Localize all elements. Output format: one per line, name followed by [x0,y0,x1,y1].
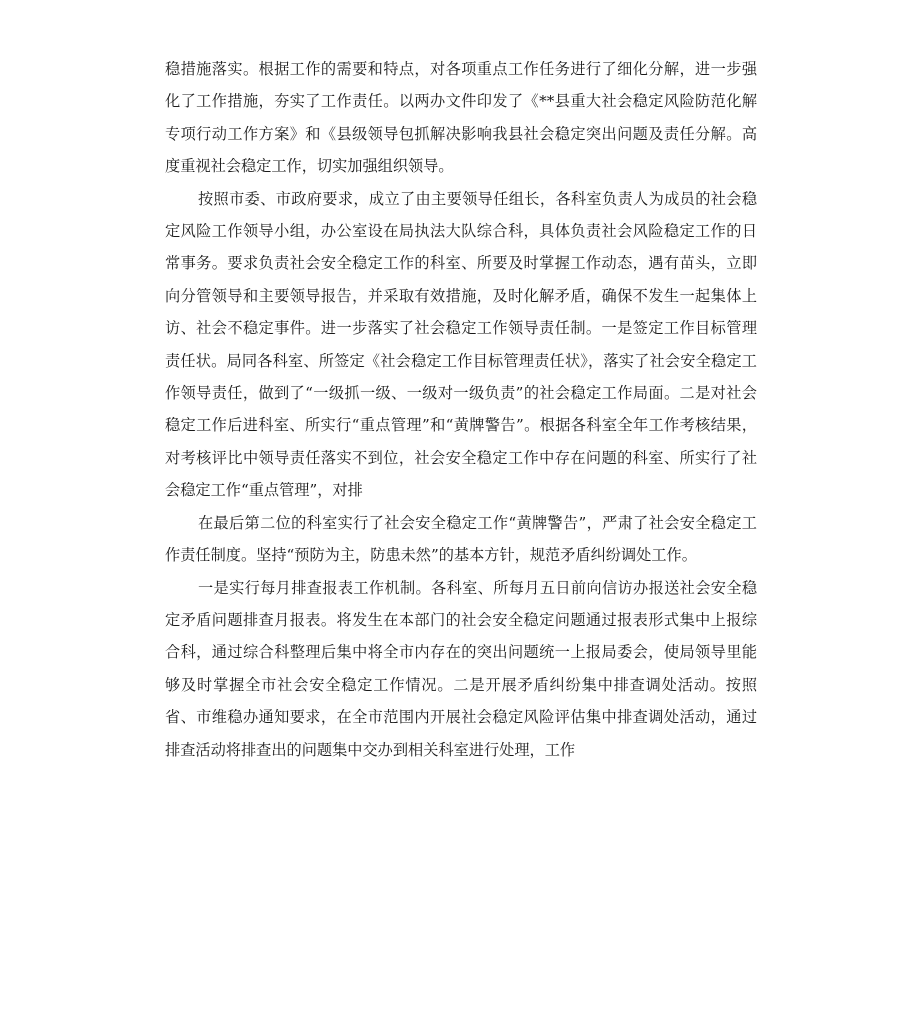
paragraph-yellow-card: 在最后第二位的科室实行了社会安全稳定工作“黄牌警告”，严肃了社会安全稳定工作责任制度。坚持“预防为主，防患未然”的基本方针，规范矛盾纠纷调处工作。 [165,513,757,565]
paragraph-monthly-report: 一是实行每月排查报表工作机制。各科室、所每月五日前向信访办报送社会安全稳定矛盾问题排查月报表。将发生在本部门的社会安全稳定问题通过报表形式集中上报综合科，通过综合科整理后集中将全市内存在的突出问题统一上报局委会，使局领导里能够及时掌握全市社会安全稳定工作情况。二是开展矛盾纠纷集中排查调处活动。按照省、市维稳办通知要求，在全市范围内开展社会稳定风险评估集中排查调处活动，通过排查活动将排查出的问题集中交办到相关科室进行处理，工作 [165,578,757,759]
paragraph-leadership-group: 按照市委、市政府要求，成立了由主要领导任组长，各科室负责人为成员的社会稳定风险工作领导小组，办公室设在局执法大队综合科，具体负责社会风险稳定工作的日常事务。要求负责社会安全稳定工作的科室、所要及时掌握工作动态，遇有苗头，立即向分管领导和主要领导报告，并采取有效措施，及时化解矛盾，确保不发生一起集体上访、社会不稳定事件。进一步落实了社会稳定工作领导责任制。一是签定工作目标管理责任状。局同各科室、所签定《社会稳定工作目标管理责任状》，落实了社会安全稳定工作领导责任，做到了“一级抓一级、一级对一级负责”的社会稳定工作局面。二是对社会稳定工作后进科室、所实行“重点管理”和“黄牌警告”。根据各科室全年工作考核结果，对考核评比中领导责任落实不到位，社会安全稳定工作中存在问题的科室、所实行了社会稳定工作“重点管理”，对排 [165,189,757,500]
document-body [165,53,757,766]
paragraph-continuation: 稳措施落实。根据工作的需要和特点，对各项重点工作任务进行了细化分解，进一步强化了工作措施，夯实了工作责任。以两办文件印发了《**县重大社会稳定风险防范化解专项行动工作方案》和《县级领导包抓解决影响我县社会稳定突出问题及责任分解。高度重视社会稳定工作，切实加强组织领导。 [165,60,757,176]
